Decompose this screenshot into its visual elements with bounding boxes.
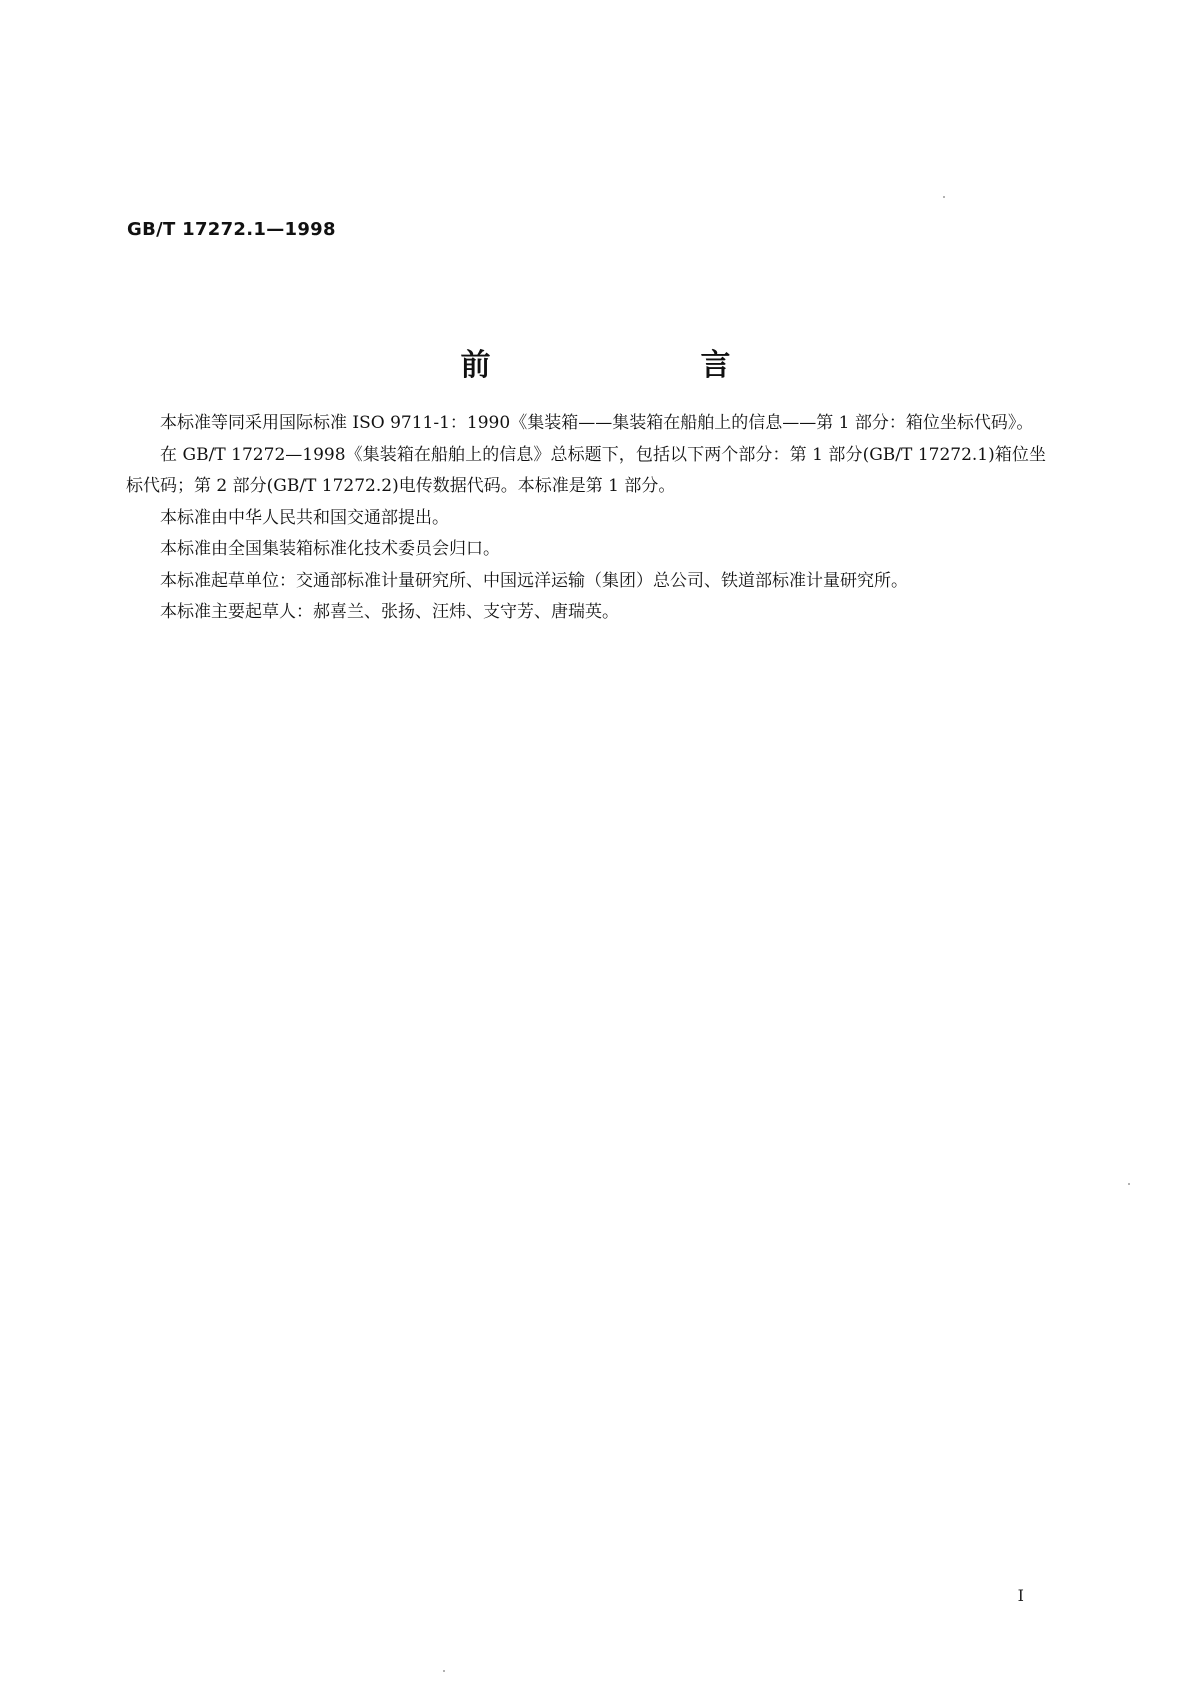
paragraph-proposer: 本标准由中华人民共和国交通部提出。 bbox=[160, 507, 449, 528]
paragraph-adoption: 本标准等同采用国际标准 ISO 9711-1：1990《集装箱——集装箱在船舶上的信息——第 1 部分：箱位坐标代码》。 bbox=[160, 413, 1034, 433]
paragraph-drafters: 本标准主要起草人：郝喜兰、张扬、汪炜、支守芳、唐瑞英。 bbox=[160, 602, 619, 622]
standard-code: GB/T 17272.1—1998 bbox=[127, 219, 336, 240]
paragraph-parts: 在 GB/T 17272—1998《集装箱在船舶上的信息》总标题下，包括以下两个部分：第 1 部分(GB/T 17272.1)箱位坐标代码；第 2 部分(GB/T 17272.2)电传数据代码。本标准是第 1 部分。 bbox=[126, 444, 1046, 496]
paragraph-responsible-committee: 本标准由全国集装箱标准化技术委员会归口。 bbox=[160, 539, 500, 559]
foreword-body bbox=[126, 408, 1046, 629]
scan-speck bbox=[943, 196, 945, 198]
scan-speck bbox=[443, 1670, 445, 1672]
paragraph-drafting-units: 本标准起草单位：交通部标准计量研究所、中国远洋运输（集团）总公司、铁道部标准计量研究所。 bbox=[160, 570, 908, 591]
page-number: I bbox=[1017, 1586, 1024, 1605]
scan-speck bbox=[1128, 1183, 1130, 1185]
page-title: 前 言 bbox=[460, 348, 821, 383]
